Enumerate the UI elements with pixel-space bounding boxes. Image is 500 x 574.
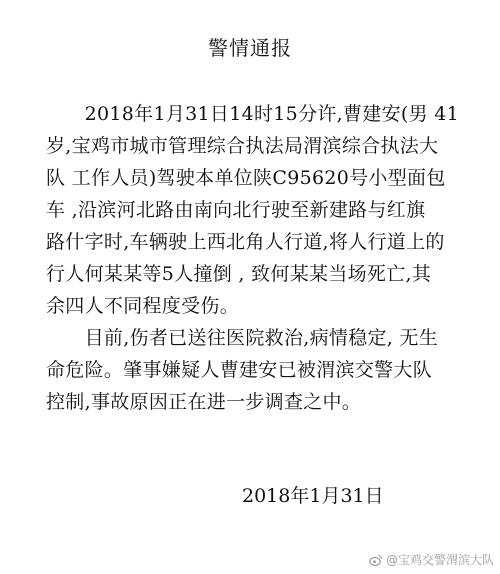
paragraph-line: 2018年1月31日14时15分许,曹建安(男 41 [46,103,460,125]
page-title: 警情通报 [208,36,292,60]
paragraph-line: 行人何某某等5人撞倒 , 致何某某当场死亡,其 [46,263,432,285]
report-paragraph-1 [46,98,460,322]
watermark-text: @宝鸡交警渭滨大队 [385,553,494,567]
report-date: 2018年1月31日 [242,485,384,507]
paragraph-line: 余四人不同程度受伤。 [46,295,240,317]
paragraph-line: 路什字时,车辆驶上西北角人行道,将人行道上的 [46,231,445,253]
weibo-watermark [369,552,494,568]
report-paragraph-2 [46,322,456,418]
paragraph-line: 车 ,沿滨河北路由南向北行驶至新建路与红旗 [46,199,426,221]
paragraph-line: 控制,事故原因正在进一步调查之中。 [46,391,362,413]
weibo-icon [369,553,383,567]
paragraph-line: 岁,宝鸡市城市管理综合执法局渭滨综合执法大 [46,135,439,157]
paragraph-line: 命危险。肇事嫌疑人曹建安已被渭滨交警大队 [46,359,433,381]
paragraph-line: 目前,伤者已送往医院救治,病情稳定, 无生 [46,327,439,349]
paragraph-line: 队 工作人员)驾驶本单位陕C95620号小型面包 [46,167,446,189]
